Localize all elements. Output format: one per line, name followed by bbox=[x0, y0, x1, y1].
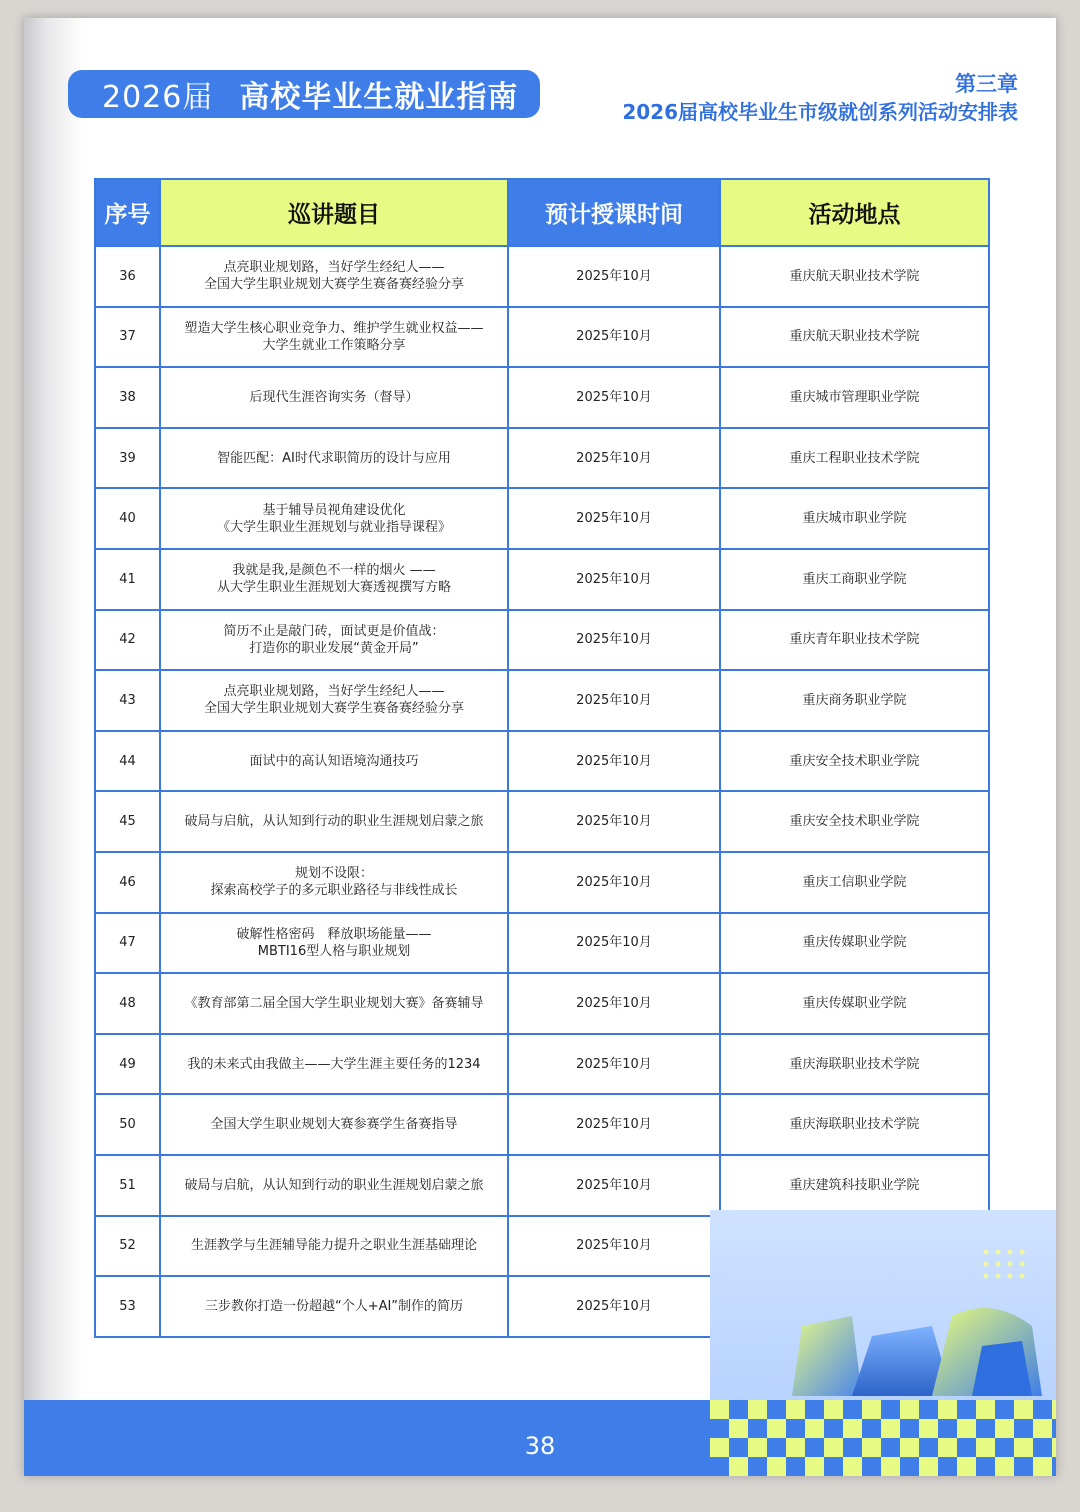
cell-topic bbox=[160, 428, 508, 489]
table-row bbox=[95, 913, 989, 974]
cell-time: 2025年10月 bbox=[508, 428, 720, 489]
topic-line: 《教育部第二届全国大学生职业规划大赛》备赛辅导 bbox=[184, 995, 484, 1011]
topic-line: 基于辅导员视角建设优化 bbox=[262, 502, 406, 518]
topic-line: 点亮职业规划路，当好学生经纪人—— bbox=[223, 260, 445, 276]
cell-topic bbox=[160, 367, 508, 428]
table-row bbox=[95, 488, 989, 549]
column-header-time: 预计授课时间 bbox=[508, 179, 720, 246]
topic-line: 塑造大学生核心职业竞争力、维护学生就业权益—— bbox=[184, 320, 484, 336]
table-row bbox=[95, 1155, 989, 1216]
cell-topic bbox=[160, 852, 508, 913]
cell-topic bbox=[160, 670, 508, 731]
topic-line: MBTI16型人格与职业规划 bbox=[257, 943, 411, 959]
topic-line: 规划不设限： bbox=[294, 866, 373, 882]
footer-bar bbox=[24, 1400, 1056, 1476]
cell-topic bbox=[160, 246, 508, 307]
cell-topic bbox=[160, 488, 508, 549]
cell-time: 2025年10月 bbox=[508, 367, 720, 428]
topic-line: 我就是我,是颜色不一样的烟火 —— bbox=[232, 563, 436, 579]
topic-line: 后现代生涯咨询实务（督导） bbox=[249, 389, 419, 405]
cell-place: 重庆安全技术职业学院 bbox=[720, 731, 989, 792]
cell-time: 2025年10月 bbox=[508, 1155, 720, 1216]
cell-time: 2025年10月 bbox=[508, 852, 720, 913]
cell-place: 重庆城市职业学院 bbox=[720, 488, 989, 549]
cell-time: 2025年10月 bbox=[508, 731, 720, 792]
table-row bbox=[95, 791, 989, 852]
table-row bbox=[95, 307, 989, 368]
guide-year: 2026届 bbox=[102, 80, 214, 115]
cell-number: 45 bbox=[95, 791, 160, 852]
topic-line: 大学生就业工作策略分享 bbox=[262, 337, 406, 353]
cell-time: 2025年10月 bbox=[508, 913, 720, 974]
table-row bbox=[95, 246, 989, 307]
topic-line: 打造你的职业发展“黄金开局” bbox=[249, 640, 419, 656]
cell-number: 47 bbox=[95, 913, 160, 974]
cell-place: 重庆工信职业学院 bbox=[720, 852, 989, 913]
cell-place: 重庆航天职业技术学院 bbox=[720, 307, 989, 368]
cell-topic bbox=[160, 791, 508, 852]
table-row bbox=[95, 973, 989, 1034]
cell-time: 2025年10月 bbox=[508, 1216, 720, 1277]
cell-place: 重庆航天职业技术学院 bbox=[720, 246, 989, 307]
topic-line: 生涯教学与生涯辅导能力提升之职业生涯基础理论 bbox=[190, 1238, 477, 1254]
cell-topic bbox=[160, 973, 508, 1034]
cell-time: 2025年10月 bbox=[508, 307, 720, 368]
table-row bbox=[95, 852, 989, 913]
cell-time: 2025年10月 bbox=[508, 549, 720, 610]
cell-number: 53 bbox=[95, 1276, 160, 1337]
document-page bbox=[24, 18, 1056, 1476]
cell-topic bbox=[160, 1155, 508, 1216]
table-row bbox=[95, 1034, 989, 1095]
chapter-heading bbox=[622, 70, 1018, 126]
cell-place: 重庆海联职业技术学院 bbox=[720, 1034, 989, 1095]
cell-topic bbox=[160, 731, 508, 792]
guide-title-banner bbox=[68, 70, 540, 118]
column-header-number: 序号 bbox=[95, 179, 160, 246]
decorative-buildings-illustration bbox=[782, 1286, 1052, 1396]
table-row bbox=[95, 549, 989, 610]
topic-line: 全国大学生职业规划大赛参赛学生备赛指导 bbox=[210, 1117, 458, 1133]
table-row bbox=[95, 428, 989, 489]
cell-place: 重庆工程职业技术学院 bbox=[720, 428, 989, 489]
cell-number: 37 bbox=[95, 307, 160, 368]
cell-number: 42 bbox=[95, 610, 160, 671]
topic-line: 点亮职业规划路，当好学生经纪人—— bbox=[223, 684, 445, 700]
cell-place: 重庆海联职业技术学院 bbox=[720, 1094, 989, 1155]
topic-line: 我的未来式由我做主——大学生涯主要任务的1234 bbox=[187, 1056, 481, 1072]
cell-number: 49 bbox=[95, 1034, 160, 1095]
cell-topic bbox=[160, 1276, 508, 1337]
chapter-label: 第三章 bbox=[955, 72, 1018, 96]
cell-number: 51 bbox=[95, 1155, 160, 1216]
table-row bbox=[95, 1094, 989, 1155]
topic-line: 《大学生职业生涯规划与就业指导课程》 bbox=[216, 519, 451, 535]
cell-number: 36 bbox=[95, 246, 160, 307]
cell-number: 41 bbox=[95, 549, 160, 610]
table-row bbox=[95, 731, 989, 792]
cell-place: 重庆商务职业学院 bbox=[720, 670, 989, 731]
topic-line: 智能匹配：AI时代求职简历的设计与应用 bbox=[217, 450, 451, 466]
topic-line: 探索高校学子的多元职业路径与非线性成长 bbox=[210, 883, 458, 899]
cell-topic bbox=[160, 549, 508, 610]
topic-line: 破局与启航，从认知到行动的职业生涯规划启蒙之旅 bbox=[184, 1177, 484, 1193]
topic-line: 简历不止是敲门砖，面试更是价值战： bbox=[223, 623, 445, 639]
cell-number: 46 bbox=[95, 852, 160, 913]
page-number: 38 bbox=[524, 1432, 556, 1460]
cell-time: 2025年10月 bbox=[508, 488, 720, 549]
column-header-place: 活动地点 bbox=[720, 179, 989, 246]
cell-place: 重庆传媒职业学院 bbox=[720, 913, 989, 974]
table-header-row bbox=[95, 179, 989, 246]
cell-time: 2025年10月 bbox=[508, 791, 720, 852]
cell-number: 44 bbox=[95, 731, 160, 792]
cell-topic bbox=[160, 1094, 508, 1155]
cell-number: 38 bbox=[95, 367, 160, 428]
chapter-subtitle: 2026届高校毕业生市级就创系列活动安排表 bbox=[622, 100, 1018, 124]
cell-time: 2025年10月 bbox=[508, 1094, 720, 1155]
cell-time: 2025年10月 bbox=[508, 1276, 720, 1337]
cell-topic bbox=[160, 307, 508, 368]
cell-number: 43 bbox=[95, 670, 160, 731]
cell-time: 2025年10月 bbox=[508, 246, 720, 307]
topic-line: 破解性格密码 释放职场能量—— bbox=[236, 926, 432, 942]
cell-time: 2025年10月 bbox=[508, 670, 720, 731]
topic-line: 全国大学生职业规划大赛学生赛备赛经验分享 bbox=[203, 701, 464, 717]
cell-number: 40 bbox=[95, 488, 160, 549]
cell-time: 2025年10月 bbox=[508, 1034, 720, 1095]
guide-title: 高校毕业生就业指南 bbox=[239, 80, 519, 115]
activity-schedule-table bbox=[94, 178, 990, 1338]
topic-line: 面试中的高认知语境沟通技巧 bbox=[249, 753, 419, 769]
table-row bbox=[95, 610, 989, 671]
column-header-topic: 巡讲题目 bbox=[160, 179, 508, 246]
cell-number: 48 bbox=[95, 973, 160, 1034]
cell-time: 2025年10月 bbox=[508, 973, 720, 1034]
cell-place: 重庆青年职业技术学院 bbox=[720, 610, 989, 671]
cell-number: 39 bbox=[95, 428, 160, 489]
cell-topic bbox=[160, 1034, 508, 1095]
cell-time: 2025年10月 bbox=[508, 610, 720, 671]
cell-number: 52 bbox=[95, 1216, 160, 1277]
cell-place: 重庆安全技术职业学院 bbox=[720, 791, 989, 852]
cell-place: 重庆工商职业学院 bbox=[720, 549, 989, 610]
cell-place: 重庆建筑科技职业学院 bbox=[720, 1155, 989, 1216]
cell-number: 50 bbox=[95, 1094, 160, 1155]
cell-topic bbox=[160, 1216, 508, 1277]
topic-line: 全国大学生职业规划大赛学生赛备赛经验分享 bbox=[203, 277, 464, 293]
topic-line: 破局与启航，从认知到行动的职业生涯规划启蒙之旅 bbox=[184, 814, 484, 830]
topic-line: 三步教你打造一份超越“个人+AI”制作的简历 bbox=[204, 1298, 464, 1314]
table-row bbox=[95, 367, 989, 428]
cell-place: 重庆城市管理职业学院 bbox=[720, 367, 989, 428]
cell-topic bbox=[160, 913, 508, 974]
page-fold-shadow bbox=[24, 18, 84, 1476]
cell-place: 重庆传媒职业学院 bbox=[720, 973, 989, 1034]
topic-line: 从大学生职业生涯规划大赛透视撰写方略 bbox=[216, 580, 451, 596]
table-row bbox=[95, 670, 989, 731]
cell-topic bbox=[160, 610, 508, 671]
table-body bbox=[95, 246, 989, 1337]
